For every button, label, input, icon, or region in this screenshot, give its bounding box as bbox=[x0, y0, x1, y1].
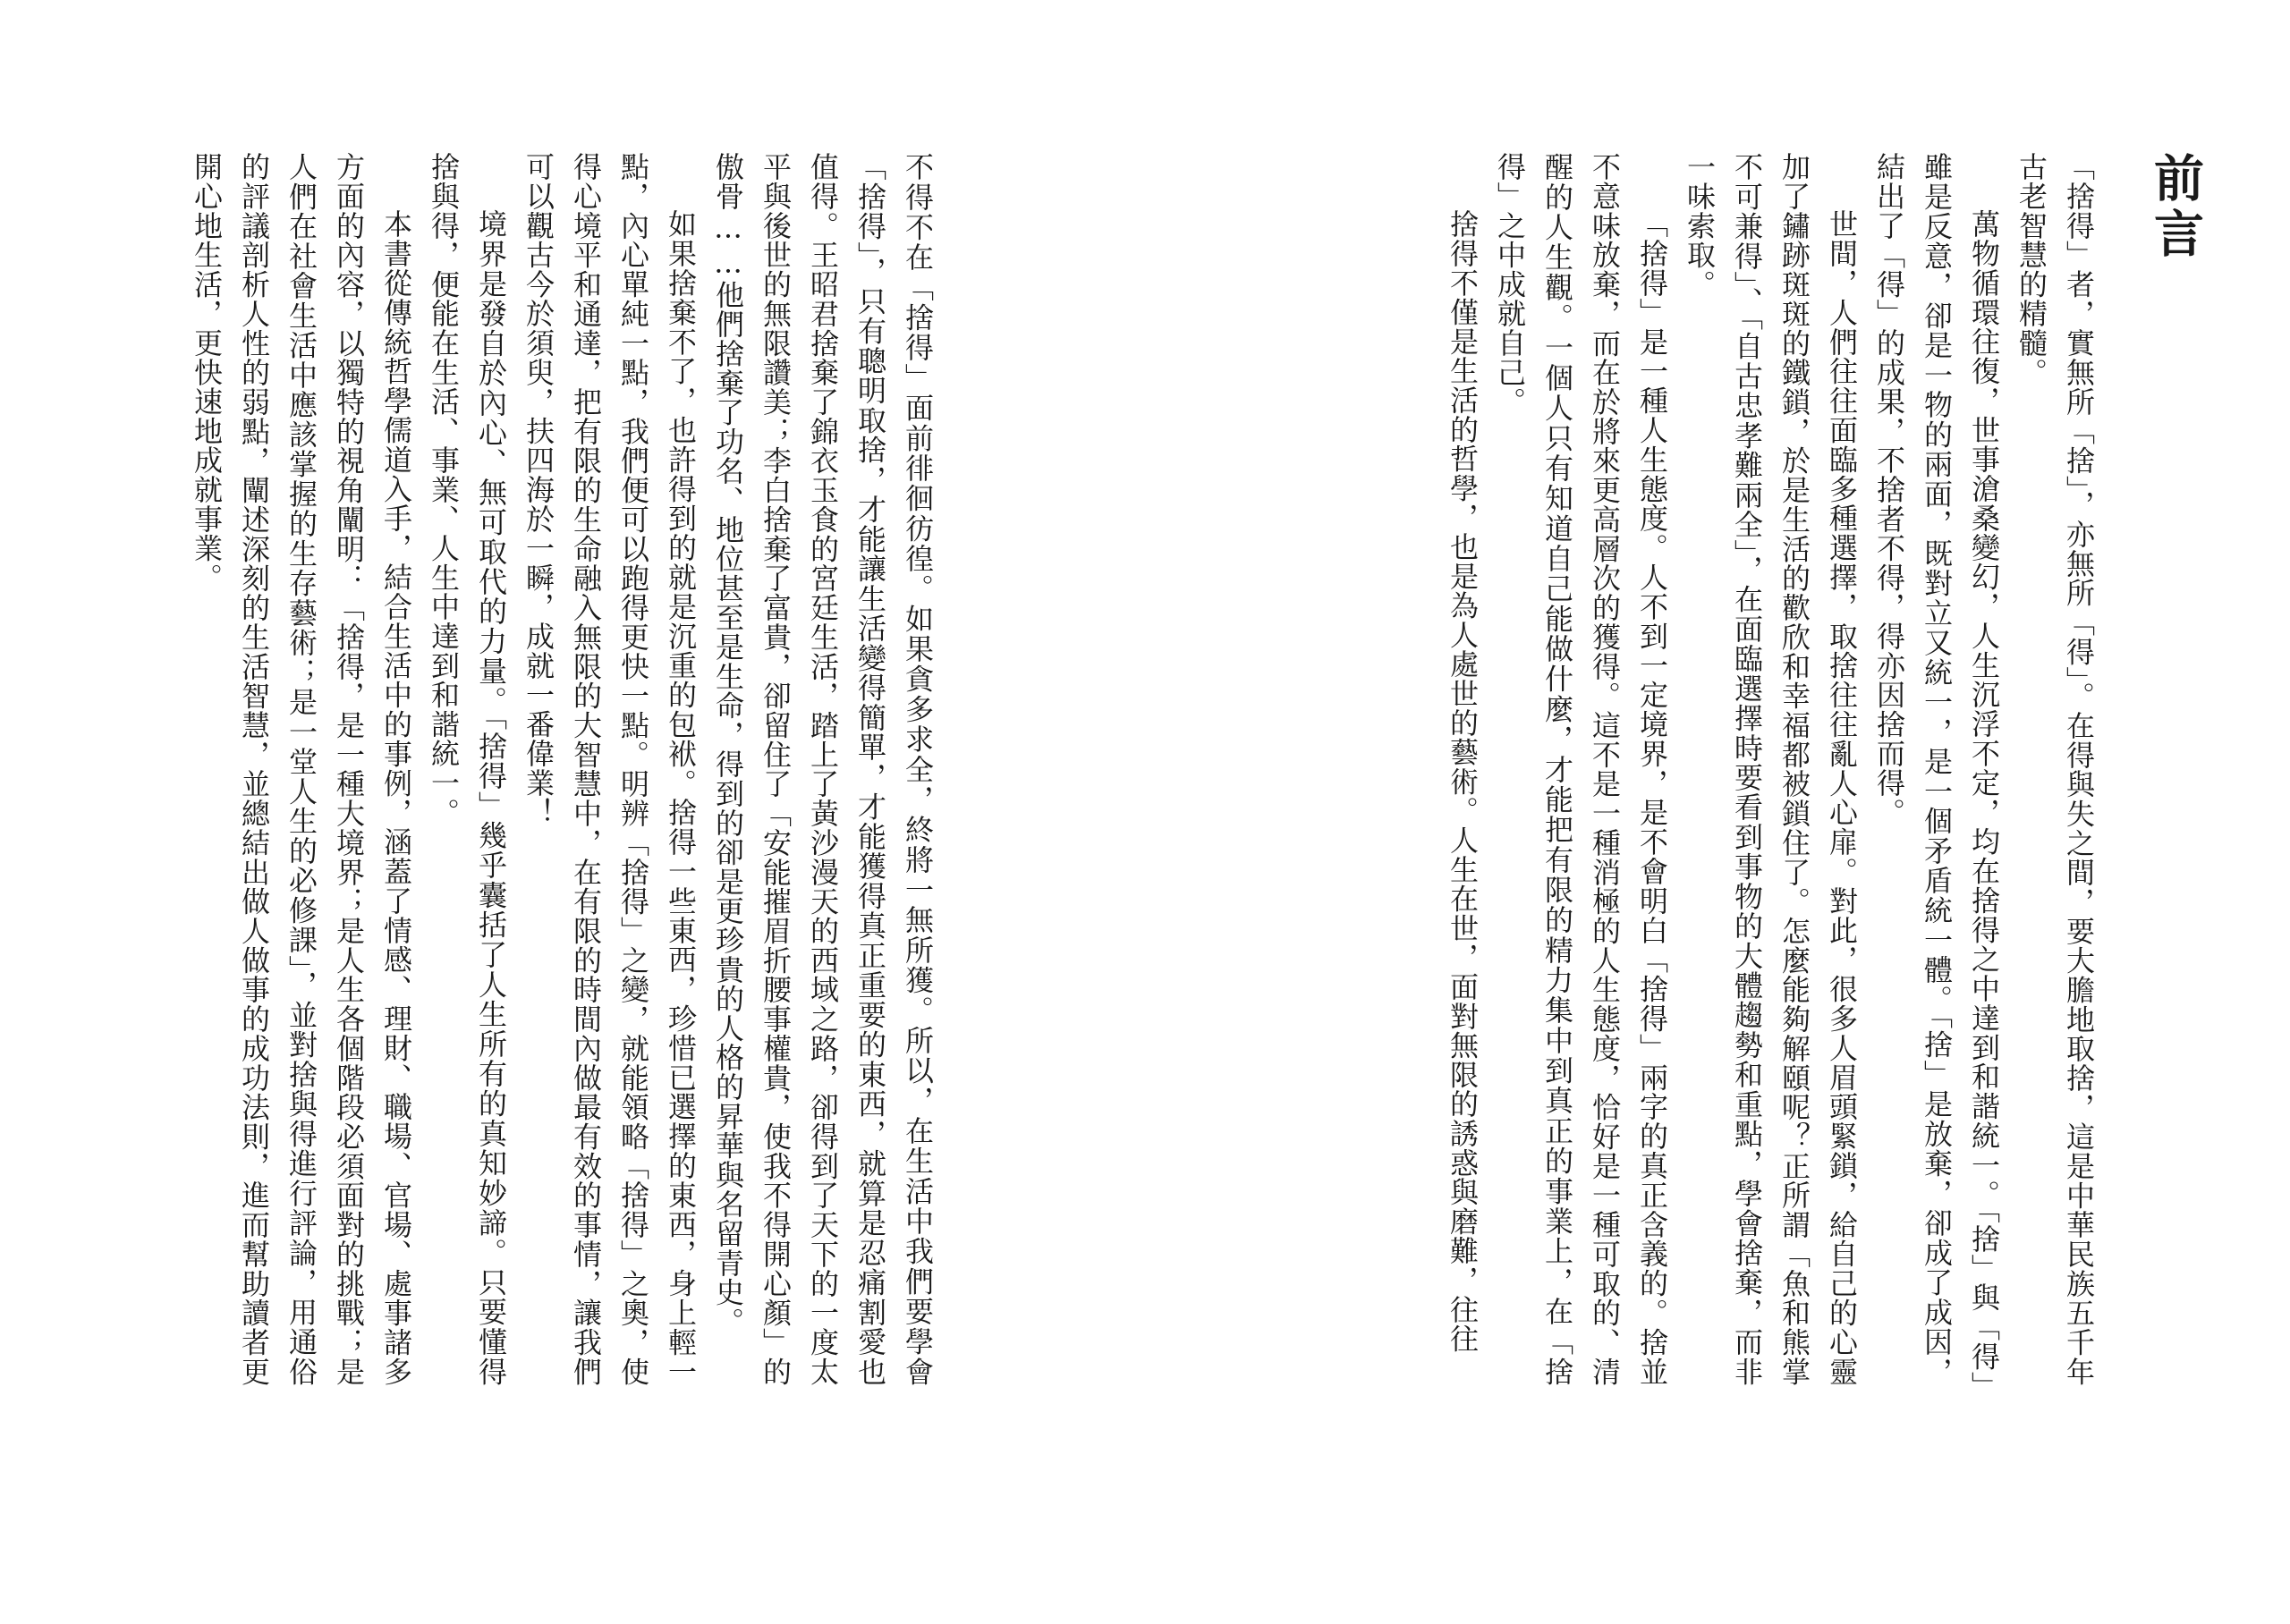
left-page-text bbox=[182, 152, 941, 1386]
paragraph: 如果捨棄不了，也許得到的就是沉重的包袱。捨得一些東西，珍惜已選擇的東西，身上輕一點，內心單純一點，我們便可以跑得更快一點。明辨「捨得」之變，就能領略「捨得」之奧，使得心境平和通達，把有限的生命融入無限的大智慧中，在有限的時間內做最有效的事情，讓我們可以觀古今於須臾，扶四海於一瞬，成就一番偉業！ bbox=[522, 152, 698, 1386]
paragraph: 世間，人們往往面臨多種選擇，取捨往往亂人心扉。對此，很多人眉頭緊鎖，給自己的心靈加了鏽跡斑斑的鐵鎖，於是生活的歡欣和幸福都被鎖住了。怎麼能夠解頤呢？正所謂「魚和熊掌不可兼得」、「自古忠孝難兩全」，在面臨選擇時要看到事物的大體趨勢和重點，學會捨棄，而非一味索取。 bbox=[1683, 152, 1859, 1386]
paragraph: 萬物循環往復，世事滄桑變幻，人生沉浮不定，均在捨得之中達到和諧統一。「捨」與「得」雖是反意，卻是一物的兩面，既對立又統一，是一個矛盾統一體。「捨」是放棄，卻成了成因，結出了「得」的成果，不捨者不得，得亦因捨而得。 bbox=[1872, 152, 2001, 1386]
right-page bbox=[1145, 0, 2290, 1624]
paragraph: 本書從傳統哲學儒道入手，結合生活中的事例，涵蓋了情感、理財、職場、官場、處事諸多方面的內容，以獨特的視角闡明：「捨得，是一種大境界；是人生各個階段必須面對的挑戰；是人們在社會生活中應該掌握的生存藝術；是一堂人生的必修課」，並對捨與得進行評論，用通俗的評議剖析人性的弱點，闡述深刻的生活智慧，並總結出做人做事的成功法則，進而幫助讀者更開心地生活，更快速地成就事業。 bbox=[190, 152, 413, 1386]
paragraph: 「捨得」者，實無所「捨」，亦無所「得」。在得與失之間，要大膽地取捨，這是中華民族五千年古老智慧的精髓。 bbox=[2014, 152, 2096, 1386]
paragraph: 捨得不僅是生活的哲學，也是為人處世的藝術。人生在世，面對無限的誘惑與磨難，往往 bbox=[1446, 209, 1480, 1354]
paragraph: 「捨得」是一種人生態度。人不到一定境界，是不會明白「捨得」兩字的真正含義的。捨並不意味放棄，而在於將來更高層次的獲得。這不是一種消極的人生態度，恰好是一種可取的、清醒的人生觀。一個人只有知道自己能做什麼，才能把有限的精力集中到真正的事業上，在「捨得」之中成就自己。 bbox=[1493, 152, 1669, 1386]
right-page-text bbox=[1438, 152, 2205, 1386]
paragraph: 不得不在「捨得」面前徘徊彷徨。如果貪多求全，終將一無所獲。所以，在生活中我們要學會「捨得」，只有聰明取捨，才能讓生活變得簡單，才能獲得真正重要的東西，就算是忍痛割愛也值得。王昭君捨棄了錦衣玉食的宮廷生活，踏上了黃沙漫天的西域之路，卻得到了天下的一度太平與後世的無限讚美；李白捨棄了富貴，卻留住了「安能摧眉折腰事權貴，使我不得開心顏」的傲骨……他們捨棄了功名、地位甚至是生命，得到的卻是更珍貴的人格的昇華與名留青史。 bbox=[711, 152, 935, 1386]
paragraph: 境界是發自於內心、無可取代的力量。「捨得」幾乎囊括了人生所有的真知妙諦。只要懂得捨與得，便能在生活、事業、人生中達到和諧統一。 bbox=[427, 152, 508, 1386]
page-title: 前言 bbox=[2146, 152, 2205, 263]
